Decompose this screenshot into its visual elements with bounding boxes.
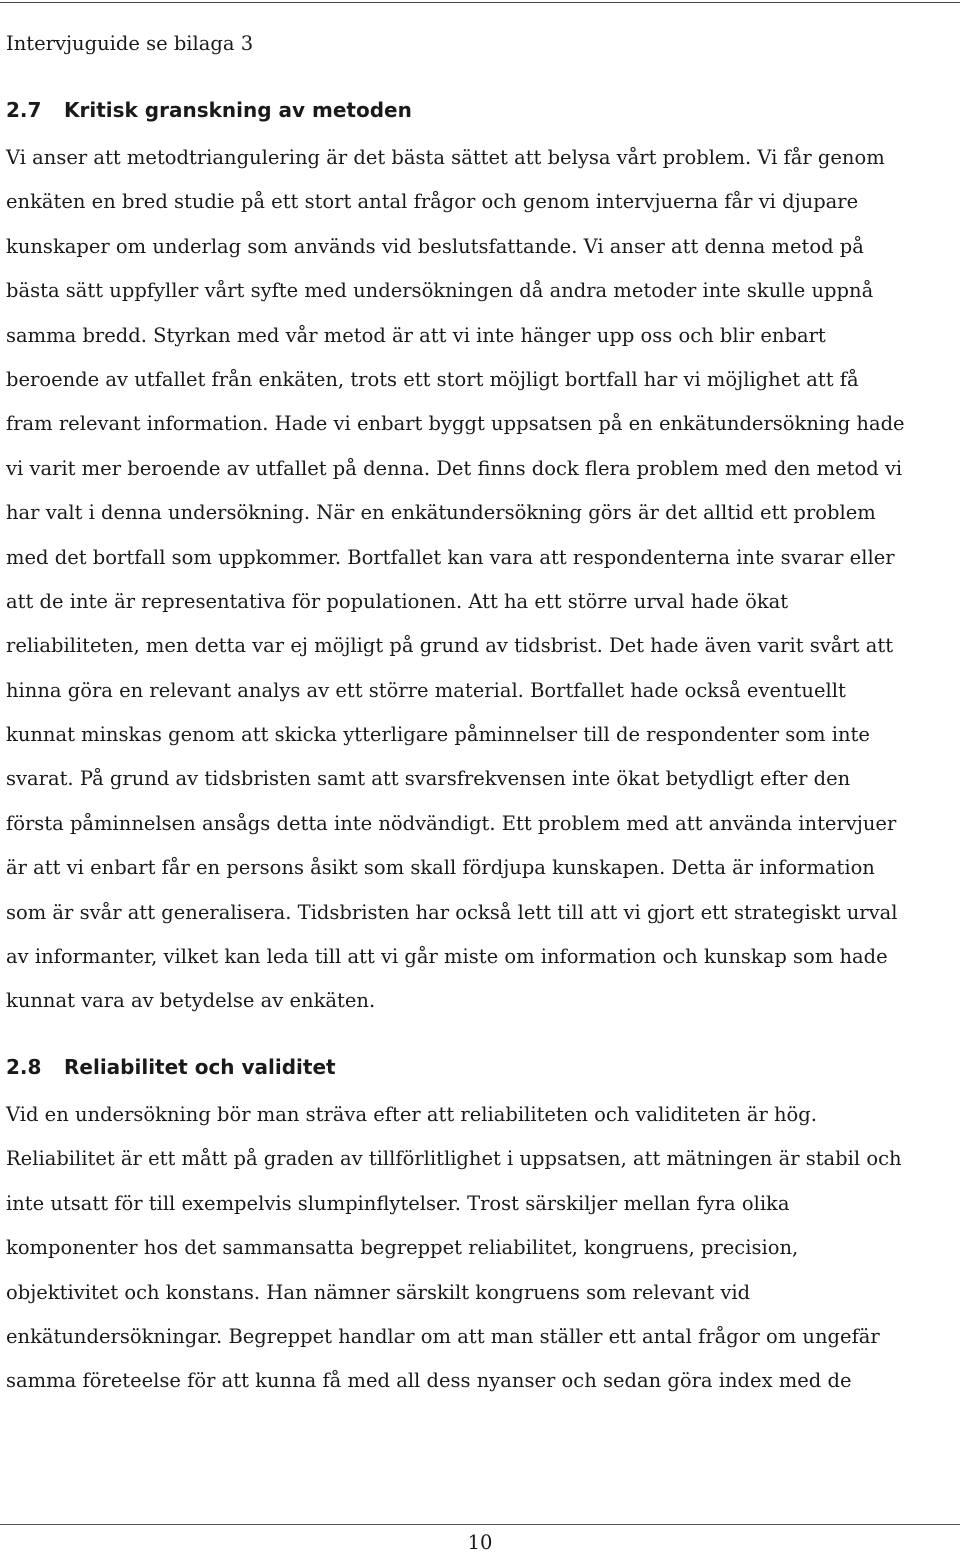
paragraph-line: objektivitet och konstans. Han nämner särskilt kongruens som relevant vid xyxy=(6,1280,751,1304)
paragraph-line: har valt i denna undersökning. När en enkätundersökning görs är det alltid ett problem xyxy=(6,501,876,525)
paragraph-line: beroende av utfallet från enkäten, trots ett stort möjligt bortfall har vi möjlighet att få xyxy=(6,367,859,391)
paragraph-line: är att vi enbart får en persons åsikt som skall fördjupa kunskapen. Detta är information xyxy=(6,856,875,880)
paragraph-line: med det bortfall som uppkommer. Bortfallet kan vara att respondenterna inte svarar eller xyxy=(6,545,895,569)
paragraph-line: svarat. På grund av tidsbristen samt att svarsfrekvensen inte ökat betydligt efter den xyxy=(6,767,851,791)
section-title: Kritisk granskning av metoden xyxy=(64,98,412,122)
paragraph-line: kunnat vara av betydelse av enkäten. xyxy=(6,989,376,1013)
paragraph-line: bästa sätt uppfyller vårt syfte med undersökningen då andra metoder inte skulle uppnå xyxy=(6,279,874,303)
intro-line: Intervjuguide se bilaga 3 xyxy=(6,32,254,55)
paragraph-line: som är svår att generalisera. Tidsbristen har också lett till att vi gjort ett strategiskt urval xyxy=(6,900,898,924)
paragraph-line: Reliabilitet är ett mått på graden av tillförlitlighet i uppsatsen, att mätningen är stabil och xyxy=(6,1147,902,1171)
top-rule xyxy=(0,2,960,3)
paragraph-line: vi varit mer beroende av utfallet på denna. Det finns dock flera problem med den metod vi xyxy=(6,456,903,480)
section-heading-2-8 xyxy=(6,1052,336,1082)
section-2-8-paragraph xyxy=(6,1093,954,1404)
section-heading-2-7 xyxy=(6,95,412,125)
page-number: 10 xyxy=(467,1531,493,1554)
paragraph-line: enkäten en bred studie på ett stort antal frågor och genom intervjuerna får vi djupare xyxy=(6,190,859,214)
paragraph-line: kunnat minskas genom att skicka ytterligare påminnelser till de respondenter som inte xyxy=(6,723,870,747)
section-number: 2.7 xyxy=(6,98,42,122)
paragraph-line: samma företeelse för att kunna få med all dess nyanser och sedan göra index med de xyxy=(6,1369,852,1393)
paragraph-line: Vi anser att metodtriangulering är det bästa sättet att belysa vårt problem. Vi får genom xyxy=(6,146,885,169)
paragraph-line: enkätundersökningar. Begreppet handlar om att man ställer ett antal frågor om ungefär xyxy=(6,1324,880,1348)
paragraph-line: Vid en undersökning bör man sträva efter att reliabiliteten och validiteten är hög. xyxy=(6,1103,817,1126)
paragraph-line: fram relevant information. Hade vi enbart byggt uppsatsen på en enkätundersökning hade xyxy=(6,412,905,436)
paragraph-line: första påminnelsen ansågs detta inte nödvändigt. Ett problem med att använda intervjuer xyxy=(6,811,897,835)
section-title: Reliabilitet och validitet xyxy=(64,1055,336,1079)
paragraph-line: av informanter, vilket kan leda till att vi går miste om information och kunskap som hade xyxy=(6,945,888,969)
paragraph-line: reliabiliteten, men detta var ej möjligt på grund av tidsbrist. Det hade även varit svårt att xyxy=(6,634,894,658)
section-number: 2.8 xyxy=(6,1055,42,1079)
paragraph-line: samma bredd. Styrkan med vår metod är att vi inte hänger upp oss och blir enbart xyxy=(6,323,826,347)
paragraph-line: hinna göra en relevant analys av ett större material. Bortfallet hade också eventuellt xyxy=(6,678,846,702)
paragraph-line: att de inte är representativa för populationen. Att ha ett större urval hade ökat xyxy=(6,589,789,613)
section-2-7-paragraph xyxy=(6,136,954,1024)
paragraph-line: kunskaper om underlag som används vid beslutsfattande. Vi anser att denna metod på xyxy=(6,234,864,258)
paragraph-line: komponenter hos det sammansatta begreppet reliabilitet, kongruens, precision, xyxy=(6,1236,799,1260)
paragraph-line: inte utsatt för till exempelvis slumpinflytelser. Trost särskiljer mellan fyra olika xyxy=(6,1191,790,1215)
footer-rule xyxy=(0,1524,960,1525)
